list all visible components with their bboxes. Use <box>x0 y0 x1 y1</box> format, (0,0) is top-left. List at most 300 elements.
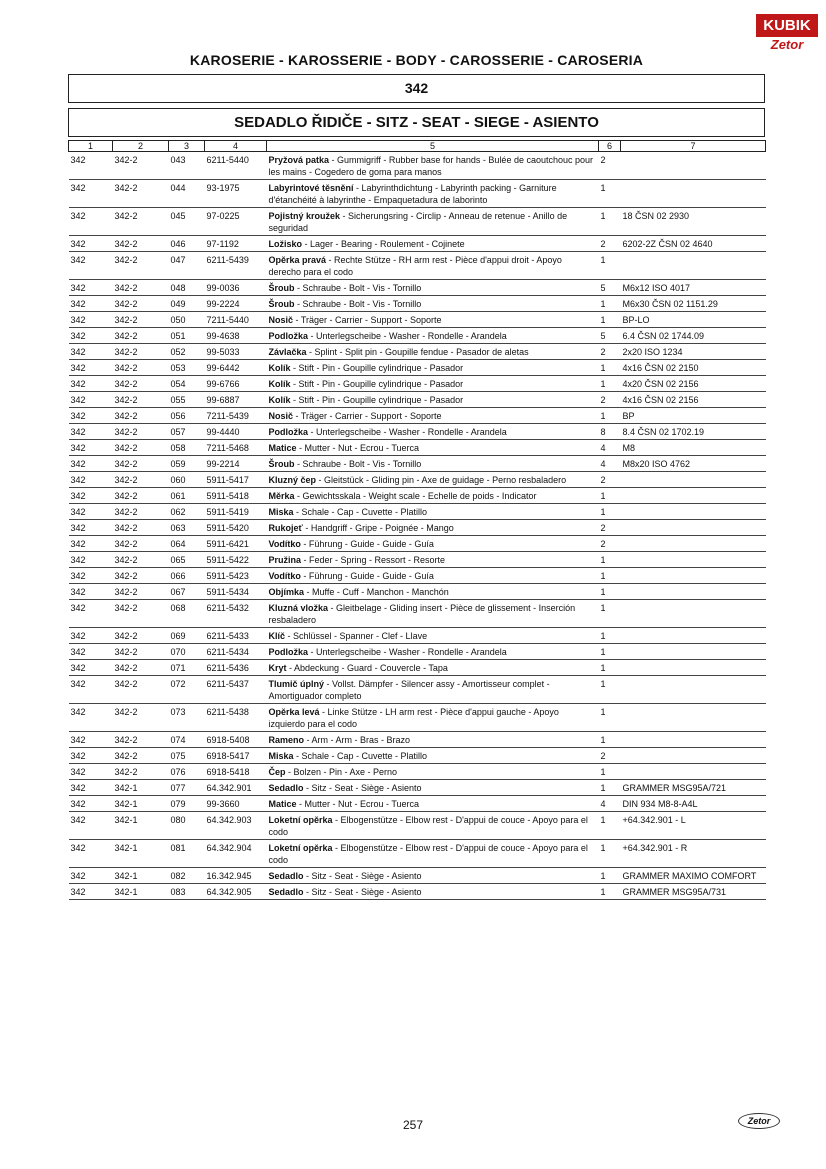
part-name: Klíč <box>268 631 286 641</box>
part-translations: - Elbogenstütze - Elbow rest - D'appui de couce - Apoyo para el codo <box>268 843 588 865</box>
group-cell: 342 <box>69 280 113 296</box>
part-translations: - Splint - Split pin - Goupille fendue - Pasador de aletas <box>306 347 529 357</box>
table-row <box>69 472 766 488</box>
part-name: Nosič <box>268 411 294 421</box>
part-number-cell: 6211-5433 <box>205 628 267 644</box>
note-cell <box>621 628 766 644</box>
part-name: Šroub <box>268 283 295 293</box>
note-cell <box>621 732 766 748</box>
description-cell <box>267 812 599 840</box>
description-cell <box>267 312 599 328</box>
note-cell: 6.4 ČSN 02 1744.09 <box>621 328 766 344</box>
note-cell <box>621 704 766 732</box>
subgroup-cell: 342-1 <box>113 812 169 840</box>
position-cell: 055 <box>169 392 205 408</box>
description-cell <box>267 780 599 796</box>
position-cell: 048 <box>169 280 205 296</box>
column-header: 6 <box>599 141 621 152</box>
part-number-cell: 99-4440 <box>205 424 267 440</box>
quantity-cell: 2 <box>599 344 621 360</box>
column-header: 2 <box>113 141 169 152</box>
part-name: Kluzná vložka <box>268 603 329 613</box>
description-cell <box>267 732 599 748</box>
group-cell: 342 <box>69 208 113 236</box>
part-name: Sedadlo <box>268 871 304 881</box>
position-cell: 049 <box>169 296 205 312</box>
table-row <box>69 424 766 440</box>
note-cell <box>621 584 766 600</box>
part-translations: - Lager - Bearing - Roulement - Cojinete <box>302 239 465 249</box>
part-number-cell: 6211-5436 <box>205 660 267 676</box>
table-row <box>69 568 766 584</box>
table-row <box>69 868 766 884</box>
group-cell: 342 <box>69 660 113 676</box>
part-number-cell: 5911-6421 <box>205 536 267 552</box>
part-name: Kryt <box>268 663 287 673</box>
quantity-cell: 5 <box>599 328 621 344</box>
note-cell <box>621 152 766 180</box>
subgroup-cell: 342-2 <box>113 328 169 344</box>
note-cell: M6x30 ČSN 02 1151.29 <box>621 296 766 312</box>
quantity-cell: 2 <box>599 236 621 252</box>
quantity-cell: 1 <box>599 504 621 520</box>
part-number-cell: 7211-5440 <box>205 312 267 328</box>
description-cell <box>267 504 599 520</box>
group-cell: 342 <box>69 628 113 644</box>
part-name: Labyrintové těsnění <box>268 183 354 193</box>
subgroup-cell: 342-2 <box>113 536 169 552</box>
part-translations: - Stift - Pin - Goupille cylindrique - Pasador <box>290 379 464 389</box>
part-translations: - Rechte Stütze - RH arm rest - Pièce d'appui droit - Apoyo derecho para el codo <box>268 255 562 277</box>
table-row <box>69 312 766 328</box>
description-cell <box>267 360 599 376</box>
part-translations: - Abdeckung - Guard - Couvercle - Tapa <box>286 663 448 673</box>
column-header: 3 <box>169 141 205 152</box>
quantity-cell: 2 <box>599 392 621 408</box>
part-translations: - Linke Stütze - LH arm rest - Pièce d'appui gauche - Apoyo izquierdo para el codo <box>268 707 559 729</box>
subgroup-cell: 342-2 <box>113 748 169 764</box>
group-cell: 342 <box>69 180 113 208</box>
position-cell: 083 <box>169 884 205 900</box>
position-cell: 045 <box>169 208 205 236</box>
position-cell: 082 <box>169 868 205 884</box>
part-number-cell: 99-2214 <box>205 456 267 472</box>
group-cell: 342 <box>69 456 113 472</box>
zetor-logo-text: Zetor <box>770 37 804 52</box>
group-cell: 342 <box>69 504 113 520</box>
subgroup-cell: 342-2 <box>113 456 169 472</box>
part-name: Matice <box>268 799 297 809</box>
part-name: Loketní opěrka <box>268 815 333 825</box>
position-cell: 070 <box>169 644 205 660</box>
subgroup-cell: 342-2 <box>113 424 169 440</box>
position-cell: 057 <box>169 424 205 440</box>
description-cell <box>267 536 599 552</box>
description-cell <box>267 840 599 868</box>
table-row <box>69 840 766 868</box>
subgroup-cell: 342-2 <box>113 252 169 280</box>
description-cell <box>267 472 599 488</box>
page-title: KAROSERIE - KAROSSERIE - BODY - CAROSSERIE - CAROSERIA <box>189 52 644 68</box>
kubik-zetor-logo <box>756 14 818 54</box>
part-number-cell: 6211-5440 <box>205 152 267 180</box>
table-row <box>69 660 766 676</box>
part-number-cell: 5911-5417 <box>205 472 267 488</box>
subgroup-cell: 342-2 <box>113 208 169 236</box>
table-row <box>69 360 766 376</box>
position-cell: 067 <box>169 584 205 600</box>
group-cell: 342 <box>69 796 113 812</box>
parts-table-body <box>69 152 766 900</box>
quantity-cell: 8 <box>599 424 621 440</box>
part-translations: - Schale - Cap - Cuvette - Platillo <box>293 751 428 761</box>
part-number-cell: 97-0225 <box>205 208 267 236</box>
part-translations: - Träger - Carrier - Support - Soporte <box>293 315 442 325</box>
part-number-cell: 5911-5434 <box>205 584 267 600</box>
position-cell: 050 <box>169 312 205 328</box>
part-number-cell: 99-6887 <box>205 392 267 408</box>
group-cell: 342 <box>69 868 113 884</box>
part-translations: - Mutter - Nut - Ecrou - Tuerca <box>296 799 420 809</box>
group-cell: 342 <box>69 644 113 660</box>
quantity-cell: 5 <box>599 280 621 296</box>
part-translations: - Gleitbelage - Gliding insert - Pièce de glissement - Inserción resbaladero <box>268 603 576 625</box>
group-cell: 342 <box>69 376 113 392</box>
quantity-cell: 1 <box>599 568 621 584</box>
description-cell <box>267 600 599 628</box>
quantity-cell: 1 <box>599 812 621 840</box>
group-cell: 342 <box>69 424 113 440</box>
position-cell: 059 <box>169 456 205 472</box>
note-cell <box>621 644 766 660</box>
position-cell: 065 <box>169 552 205 568</box>
table-row <box>69 456 766 472</box>
group-cell: 342 <box>69 360 113 376</box>
subgroup-cell: 342-2 <box>113 644 169 660</box>
part-translations: - Stift - Pin - Goupille cylindrique - Pasador <box>290 395 464 405</box>
part-name: Kolík <box>268 379 291 389</box>
table-row <box>69 884 766 900</box>
part-name: Pružina <box>268 555 302 565</box>
description-cell <box>267 344 599 360</box>
group-cell: 342 <box>69 704 113 732</box>
quantity-cell: 1 <box>599 732 621 748</box>
part-name: Rameno <box>268 735 305 745</box>
description-cell <box>267 868 599 884</box>
quantity-cell: 1 <box>599 644 621 660</box>
subgroup-cell: 342-2 <box>113 440 169 456</box>
note-cell <box>621 660 766 676</box>
note-cell: 6202-2Z ČSN 02 4640 <box>621 236 766 252</box>
subgroup-cell: 342-1 <box>113 840 169 868</box>
note-cell <box>621 504 766 520</box>
part-number-cell: 6918-5408 <box>205 732 267 748</box>
position-cell: 074 <box>169 732 205 748</box>
subgroup-cell: 342-2 <box>113 704 169 732</box>
position-cell: 073 <box>169 704 205 732</box>
table-row <box>69 208 766 236</box>
part-name: Opěrka pravá <box>268 255 327 265</box>
note-cell <box>621 676 766 704</box>
section-title-box: SEDADLO ŘIDIČE - SITZ - SEAT - SIEGE - ASIENTO <box>68 108 765 137</box>
position-cell: 081 <box>169 840 205 868</box>
part-name: Tlumič úplný <box>268 679 325 689</box>
position-cell: 076 <box>169 764 205 780</box>
note-cell <box>621 520 766 536</box>
table-row <box>69 344 766 360</box>
part-number-cell: 6211-5437 <box>205 676 267 704</box>
quantity-cell: 1 <box>599 584 621 600</box>
subgroup-cell: 342-2 <box>113 568 169 584</box>
position-cell: 053 <box>169 360 205 376</box>
group-cell: 342 <box>69 344 113 360</box>
table-row <box>69 628 766 644</box>
position-cell: 043 <box>169 152 205 180</box>
part-name: Pojistný kroužek <box>268 211 341 221</box>
quantity-cell: 1 <box>599 488 621 504</box>
part-translations: - Schraube - Bolt - Vis - Tornillo <box>294 299 422 309</box>
quantity-cell: 1 <box>599 884 621 900</box>
part-number-cell: 5911-5420 <box>205 520 267 536</box>
subgroup-cell: 342-2 <box>113 180 169 208</box>
table-row <box>69 600 766 628</box>
table-row <box>69 236 766 252</box>
part-translations: - Schraube - Bolt - Vis - Tornillo <box>294 459 422 469</box>
subgroup-cell: 342-2 <box>113 764 169 780</box>
part-number-cell: 7211-5468 <box>205 440 267 456</box>
quantity-cell: 1 <box>599 208 621 236</box>
part-number-cell: 6918-5418 <box>205 764 267 780</box>
subgroup-cell: 342-2 <box>113 660 169 676</box>
part-number-cell: 6211-5432 <box>205 600 267 628</box>
table-row <box>69 812 766 840</box>
quantity-cell: 1 <box>599 764 621 780</box>
position-cell: 047 <box>169 252 205 280</box>
part-translations: - Gummigriff - Rubber base for hands - Bulée de caoutchouc pour les mains - Cogedero de goma para manos <box>268 155 594 177</box>
quantity-cell: 1 <box>599 252 621 280</box>
description-cell <box>267 584 599 600</box>
part-translations: - Sitz - Seat - Siège - Asiento <box>303 887 422 897</box>
description-cell <box>267 280 599 296</box>
quantity-cell: 2 <box>599 152 621 180</box>
subgroup-cell: 342-2 <box>113 584 169 600</box>
part-number-cell: 99-3660 <box>205 796 267 812</box>
page-number: 257 <box>402 1118 424 1132</box>
part-number-cell: 5911-5418 <box>205 488 267 504</box>
description-cell <box>267 796 599 812</box>
part-translations: - Schraube - Bolt - Vis - Tornillo <box>294 283 422 293</box>
quantity-cell: 2 <box>599 536 621 552</box>
subgroup-cell: 342-2 <box>113 376 169 392</box>
position-cell: 077 <box>169 780 205 796</box>
table-row <box>69 764 766 780</box>
note-cell <box>621 748 766 764</box>
quantity-cell: 1 <box>599 840 621 868</box>
quantity-cell: 1 <box>599 676 621 704</box>
column-header: 7 <box>621 141 766 152</box>
part-name: Kolík <box>268 395 291 405</box>
position-cell: 054 <box>169 376 205 392</box>
group-cell: 342 <box>69 472 113 488</box>
table-row <box>69 440 766 456</box>
position-cell: 060 <box>169 472 205 488</box>
table-row <box>69 152 766 180</box>
table-row <box>69 520 766 536</box>
subgroup-cell: 342-2 <box>113 280 169 296</box>
position-cell: 058 <box>169 440 205 456</box>
group-cell: 342 <box>69 840 113 868</box>
note-cell <box>621 472 766 488</box>
part-translations: - Muffe - Cuff - Manchon - Manchón <box>304 587 449 597</box>
description-cell <box>267 704 599 732</box>
table-row <box>69 296 766 312</box>
part-name: Miska <box>268 507 294 517</box>
part-number-cell: 7211-5439 <box>205 408 267 424</box>
part-name: Podložka <box>268 331 309 341</box>
position-cell: 079 <box>169 796 205 812</box>
description-cell <box>267 660 599 676</box>
part-translations: - Gewichtsskala - Weight scale - Echelle de poids - Indicator <box>294 491 537 501</box>
description-cell <box>267 644 599 660</box>
part-name: Měrka <box>268 491 295 501</box>
part-name: Podložka <box>268 647 309 657</box>
part-translations: - Führung - Guide - Guide - Guía <box>300 539 434 549</box>
note-cell: 4x20 ČSN 02 2156 <box>621 376 766 392</box>
quantity-cell: 4 <box>599 440 621 456</box>
position-cell: 071 <box>169 660 205 676</box>
part-name: Šroub <box>268 459 295 469</box>
quantity-cell: 4 <box>599 456 621 472</box>
subgroup-cell: 342-2 <box>113 628 169 644</box>
note-cell <box>621 488 766 504</box>
description-cell <box>267 236 599 252</box>
position-cell: 064 <box>169 536 205 552</box>
part-translations: - Gleitstück - Gliding pin - Axe de guidage - Perno resbaladero <box>316 475 567 485</box>
part-number-cell: 99-5033 <box>205 344 267 360</box>
part-translations: - Labyrinthdichtung - Labyrinth packing - Garniture d'étanchéité à labyrinthe - Empaquetadura de laborinto <box>268 183 557 205</box>
table-row <box>69 376 766 392</box>
quantity-cell: 1 <box>599 376 621 392</box>
quantity-cell: 1 <box>599 408 621 424</box>
subgroup-cell: 342-2 <box>113 296 169 312</box>
description-cell <box>267 568 599 584</box>
part-name: Pryžová patka <box>268 155 330 165</box>
position-cell: 072 <box>169 676 205 704</box>
part-translations: - Schlüssel - Spanner - Clef - Llave <box>285 631 428 641</box>
table-row <box>69 252 766 280</box>
subgroup-cell: 342-2 <box>113 520 169 536</box>
group-cell: 342 <box>69 584 113 600</box>
position-cell: 066 <box>169 568 205 584</box>
group-cell: 342 <box>69 536 113 552</box>
note-cell: +64.342.901 - R <box>621 840 766 868</box>
part-number-cell: 99-6766 <box>205 376 267 392</box>
quantity-cell: 1 <box>599 296 621 312</box>
quantity-cell: 2 <box>599 472 621 488</box>
table-row <box>69 704 766 732</box>
part-number-cell: 64.342.904 <box>205 840 267 868</box>
description-cell <box>267 748 599 764</box>
part-number-cell: 5911-5419 <box>205 504 267 520</box>
quantity-cell: 2 <box>599 520 621 536</box>
position-cell: 062 <box>169 504 205 520</box>
subgroup-cell: 342-2 <box>113 732 169 748</box>
description-cell <box>267 252 599 280</box>
part-number-cell: 97-1192 <box>205 236 267 252</box>
part-translations: - Feder - Spring - Ressort - Resorte <box>301 555 446 565</box>
note-cell <box>621 536 766 552</box>
part-translations: - Unterlegscheibe - Washer - Rondelle - Arandela <box>308 427 507 437</box>
table-row <box>69 584 766 600</box>
part-name: Miska <box>268 751 294 761</box>
group-cell: 342 <box>69 552 113 568</box>
part-translations: - Arm - Arm - Bras - Brazo <box>304 735 411 745</box>
position-cell: 046 <box>169 236 205 252</box>
subgroup-cell: 342-2 <box>113 488 169 504</box>
subgroup-cell: 342-2 <box>113 600 169 628</box>
part-translations: - Unterlegscheibe - Washer - Rondelle - Arandela <box>308 647 507 657</box>
part-name: Opěrka levá <box>268 707 320 717</box>
table-row <box>69 748 766 764</box>
quantity-cell: 1 <box>599 552 621 568</box>
subgroup-cell: 342-1 <box>113 780 169 796</box>
part-translations: - Mutter - Nut - Ecrou - Tuerca <box>296 443 420 453</box>
table-row <box>69 732 766 748</box>
description-cell <box>267 628 599 644</box>
description-cell <box>267 376 599 392</box>
part-name: Kluzný čep <box>268 475 317 485</box>
note-cell: BP-LO <box>621 312 766 328</box>
description-cell <box>267 488 599 504</box>
subgroup-cell: 342-2 <box>113 344 169 360</box>
part-translations: - Bolzen - Pin - Axe - Perno <box>285 767 398 777</box>
note-cell: GRAMMER MAXIMO COMFORT <box>621 868 766 884</box>
part-number-cell: 99-2224 <box>205 296 267 312</box>
part-number-cell: 99-6442 <box>205 360 267 376</box>
part-name: Nosič <box>268 315 294 325</box>
table-row <box>69 328 766 344</box>
part-number-cell: 99-0036 <box>205 280 267 296</box>
group-cell: 342 <box>69 732 113 748</box>
quantity-cell: 1 <box>599 360 621 376</box>
description-cell <box>267 552 599 568</box>
description-cell <box>267 408 599 424</box>
subgroup-cell: 342-2 <box>113 392 169 408</box>
position-cell: 056 <box>169 408 205 424</box>
position-cell: 063 <box>169 520 205 536</box>
quantity-cell: 1 <box>599 180 621 208</box>
group-cell: 342 <box>69 600 113 628</box>
description-cell <box>267 208 599 236</box>
part-name: Vodítko <box>268 571 301 581</box>
column-header: 1 <box>69 141 113 152</box>
group-cell: 342 <box>69 812 113 840</box>
part-translations: - Sitz - Seat - Siège - Asiento <box>303 783 422 793</box>
part-number-cell: 64.342.905 <box>205 884 267 900</box>
table-row <box>69 180 766 208</box>
position-cell: 044 <box>169 180 205 208</box>
subgroup-cell: 342-2 <box>113 472 169 488</box>
description-cell <box>267 764 599 780</box>
group-cell: 342 <box>69 488 113 504</box>
subgroup-cell: 342-2 <box>113 360 169 376</box>
part-translations: - Sicherungsring - Circlip - Anneau de retenue - Anillo de seguridad <box>268 211 568 233</box>
group-cell: 342 <box>69 884 113 900</box>
quantity-cell: 1 <box>599 868 621 884</box>
column-header: 4 <box>205 141 267 152</box>
note-cell: M6x12 ISO 4017 <box>621 280 766 296</box>
table-row <box>69 796 766 812</box>
